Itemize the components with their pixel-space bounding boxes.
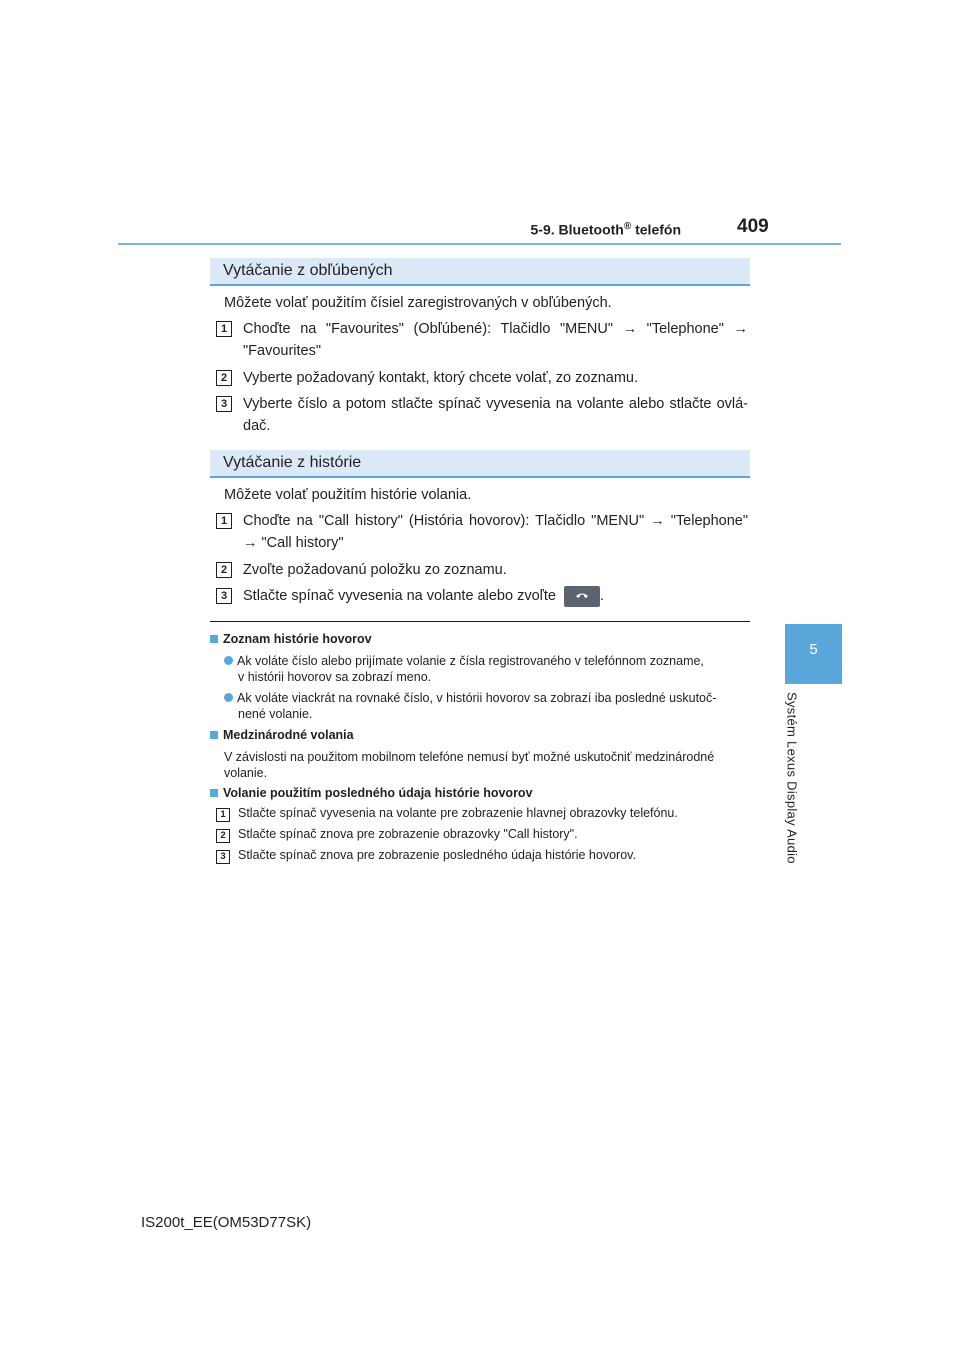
bullet-line: Ak voláte číslo alebo prijímate volanie z čísla registrovaného v telefónnom zozname, (237, 654, 704, 668)
section-title: Vytáčanie z obľúbených (223, 262, 393, 279)
page-number: 409 (737, 216, 769, 237)
square-bullet-icon (210, 635, 218, 643)
chapter-tab: 5 (785, 624, 842, 684)
note-title: Medzinárodné volania (223, 728, 354, 742)
step-number: 2 (216, 370, 232, 386)
header-rule (118, 243, 841, 245)
bullet-line: v histórii hovorov sa zobrazí meno. (238, 670, 432, 684)
running-header (531, 221, 682, 238)
note-line: V závislosti na použitom mobilnom telefóne nemusí byť možné uskutočniť medzinárodné (224, 750, 715, 764)
step-number: 3 (216, 396, 232, 412)
note-title: Volanie použitím posledného údaja histórie hovorov (223, 786, 533, 800)
step-text: Vyberte číslo a potom stlačte spínač vyvesenia na volante alebo stlačte ovlá-dač. (243, 396, 748, 434)
section-title: Vytáčanie z histórie (223, 454, 362, 471)
square-bullet-icon (210, 789, 218, 797)
step-text-end: . (599, 588, 605, 604)
note-bullet (224, 690, 750, 722)
notes-divider (210, 621, 750, 622)
step-text: Vyberte požadovaný kontakt, ktorý chcete volať, zo zoznamu. (243, 370, 638, 386)
section-heading-history (210, 450, 750, 478)
step-number: 1 (216, 321, 232, 337)
note-text (224, 749, 750, 781)
step-text: Choďte na "Call history" (História hovorov): Tlačidlo "MENU" → "Telephone" → "Call history" (243, 513, 748, 551)
square-bullet-icon (210, 731, 218, 739)
bullet-dot-icon (224, 656, 233, 665)
section-label-suffix: telefón (631, 221, 681, 238)
step-number: 1 (216, 808, 230, 822)
step-text-main: Stlačte spínač vyvesenia na volante alebo zvoľte (243, 588, 556, 604)
bullet-line: Ak voláte viackrát na rovnaké číslo, v histórii hovorov sa zobrazí iba posledné uskutoč- (237, 691, 717, 705)
intro-text: Môžete volať použitím histórie volania. (224, 487, 472, 503)
note-heading (210, 786, 533, 800)
note-line: volanie. (224, 766, 268, 780)
registered-mark: ® (623, 221, 632, 232)
step-text: Stlačte spínač vyvesenia na volante pre zobrazenie hlavnej obrazovky telefónu. (238, 806, 678, 820)
bullet-line: nené volanie. (238, 707, 313, 721)
step-number: 2 (216, 829, 230, 843)
step-text: Choďte na "Favourites" (Obľúbené): Tlačidlo "MENU" → "Telephone" → "Favourites" (243, 321, 748, 359)
step-number: 1 (216, 513, 232, 529)
step-text: Stlačte spínač znova pre zobrazenie obrazovky "Call history". (238, 827, 578, 841)
phone-hook-icon[interactable] (564, 586, 600, 607)
note-bullet (224, 653, 750, 685)
step-number: 3 (216, 850, 230, 864)
chapter-title-text: Systém Lexus Display Audio (784, 692, 800, 864)
bullet-dot-icon (224, 693, 233, 702)
step-number: 2 (216, 562, 232, 578)
step-text (243, 585, 748, 607)
note-heading (210, 632, 372, 646)
step-text: Zvoľte požadovanú položku zo zoznamu. (243, 562, 507, 578)
chapter-title (778, 692, 806, 878)
note-heading (210, 728, 354, 742)
intro-text: Môžete volať použitím čísiel zaregistrovaných v obľúbených. (224, 295, 612, 311)
step-number: 3 (216, 588, 232, 604)
model-code: IS200t_EE(OM53D77SK) (141, 1214, 312, 1231)
step-text: Stlačte spínač znova pre zobrazenie posledného údaja histórie hovorov. (238, 848, 636, 862)
section-heading-favourites (210, 258, 750, 286)
section-label: 5-9. Bluetooth (530, 221, 624, 238)
note-title: Zoznam histórie hovorov (223, 632, 372, 646)
